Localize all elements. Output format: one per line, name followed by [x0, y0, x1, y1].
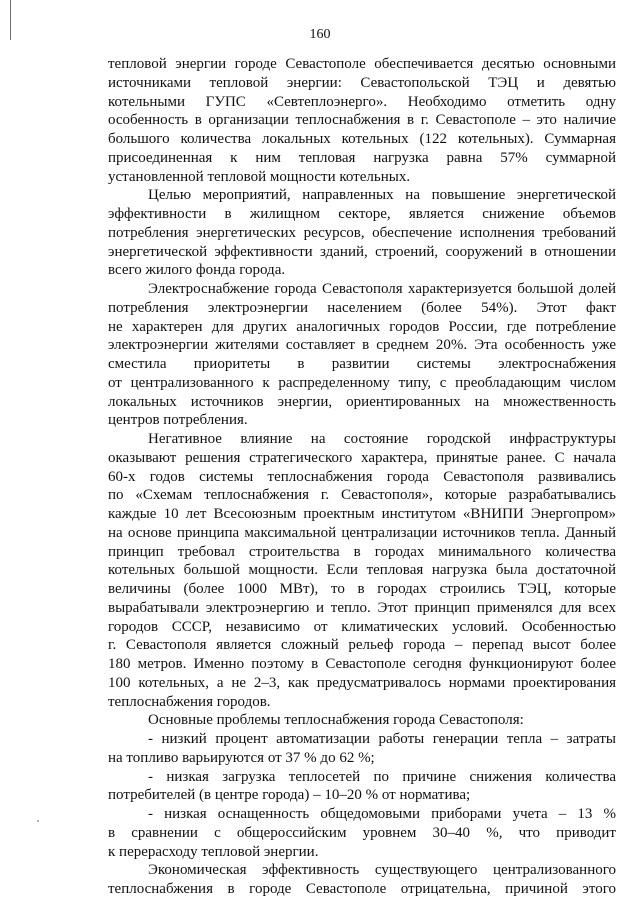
page-number: 160 — [309, 27, 331, 42]
text-line: на основе принципа максимальной централизации источников тепла. Данный — [108, 524, 616, 541]
text-line: городов СССР, независимо от климатических условий. Особенностью — [108, 618, 616, 635]
text-line: теплоснабжения городов. — [108, 693, 271, 710]
text-line: Целью мероприятий, направленных на повышение энергетической — [148, 187, 616, 204]
text-line: Негативное влияние на состояние городской инфраструктуры — [148, 431, 616, 447]
text-line: г. Севастополя является сложный рельеф города – перепад высот более — [108, 637, 616, 654]
scan-speck — [37, 820, 39, 822]
text-line: 180 метров. Именно поэтому в Севастополе сегодня функционируют более — [108, 656, 616, 672]
list-item-line: в сравнении с общероссийским уровнем 30–40 %, что приводит — [108, 824, 616, 841]
text-line: тепловой энергии городе Севастополе обеспечивается десятью основными — [108, 56, 616, 72]
text-line: 100 котельных, а не 2–3, как предусматривалось нормами проектирования — [108, 674, 616, 691]
text-line: большого количества локальных котельных (122 котельных). Суммарная — [108, 131, 616, 147]
text-line: эффективности в жилищном секторе, является снижение объемов — [108, 206, 616, 222]
list-item-line: - низкий процент автоматизации работы генерации тепла – затраты — [148, 731, 616, 747]
text-line: источниками тепловой энергии: Севастопольской ТЭЦ и девятью — [108, 74, 616, 91]
text-line: потребления энергетических ресурсов, обеспечение исполнения требований — [108, 224, 616, 241]
text-line: по «Схемам теплоснабжения г. Севастополя», которые разрабатывались — [108, 487, 616, 504]
text-line: всего жилого фонда города. — [108, 262, 286, 279]
text-line: энергетической эффективности зданий, строений, сооружений в отношении — [108, 243, 616, 260]
text-line: 60-х годов системы теплоснабжения города Севастополя развивались — [108, 468, 616, 485]
text-line: от централизованного к распределенному типу, с преобладающим числом — [108, 374, 616, 391]
text-line: присоединенная к ним тепловая нагрузка равна 57% суммарной — [108, 149, 616, 166]
text-line: Электроснабжение города Севастополя характеризуется большой долей — [148, 281, 616, 297]
text-line: каждые 10 лет Всесоюзным проектным институтом «ВНИПИ Энергопром» — [108, 506, 616, 522]
text-line: особенность в организации теплоснабжения в г. Севастополе – это наличие — [108, 112, 616, 129]
text-line: оказывают решения стратегического характера, принятые ранее. С начала — [108, 449, 616, 466]
text-line: принцип требовал строительства в городах минимального количества — [108, 543, 616, 560]
text-line: локальных источников энергии, ориентированных на множественность — [108, 393, 616, 410]
text-line: потребления электроэнергии населением (более 54%). Этот факт — [108, 299, 616, 316]
text-line: центров потребления. — [108, 412, 248, 429]
text-line: Экономическая эффективность существующего централизованного — [148, 862, 616, 879]
text-line: установленной тепловой мощности котельных. — [108, 168, 411, 185]
text-line: не характерен для других аналогичных городов России, где потребление — [108, 318, 616, 335]
text-line: вырабатывали электроэнергию и тепло. Этот принцип применялся для всех — [108, 599, 616, 616]
text-line: котельных большой мощности. Если тепловая нагрузка была достаточной — [108, 562, 616, 579]
text-line: сместила приоритеты в развитии системы электроснабжения — [108, 356, 616, 372]
body-text — [108, 55, 616, 899]
list-item-line: к перерасходу тепловой энергии. — [108, 843, 319, 860]
text-line: котельными ГУПС «Севтеплоэнерго». Необходимо отметить одну — [108, 93, 616, 110]
list-item-line: - низкая оснащенность общедомовыми приборами учета – 13 % — [148, 806, 616, 822]
list-item-line: потребителей (в центре города) – 10–20 % от норматива; — [108, 787, 471, 804]
text-line: электроэнергии жителями составляет в среднем 20%. Эта особенность уже — [108, 337, 616, 354]
list-item-line: - низкая загрузка теплосетей по причине снижения количества — [148, 768, 616, 785]
text-line: величины (более 1000 МВт), то в городах строились ТЭЦ, которые — [108, 581, 616, 597]
list-item-line: на топливо варьируются от 37 % до 62 %; — [108, 749, 375, 766]
text-line: Основные проблемы теплоснабжения города Севастополя: — [148, 712, 524, 729]
text-line: теплоснабжения в городе Севастополе отрицательна, причиной этого — [108, 881, 616, 897]
